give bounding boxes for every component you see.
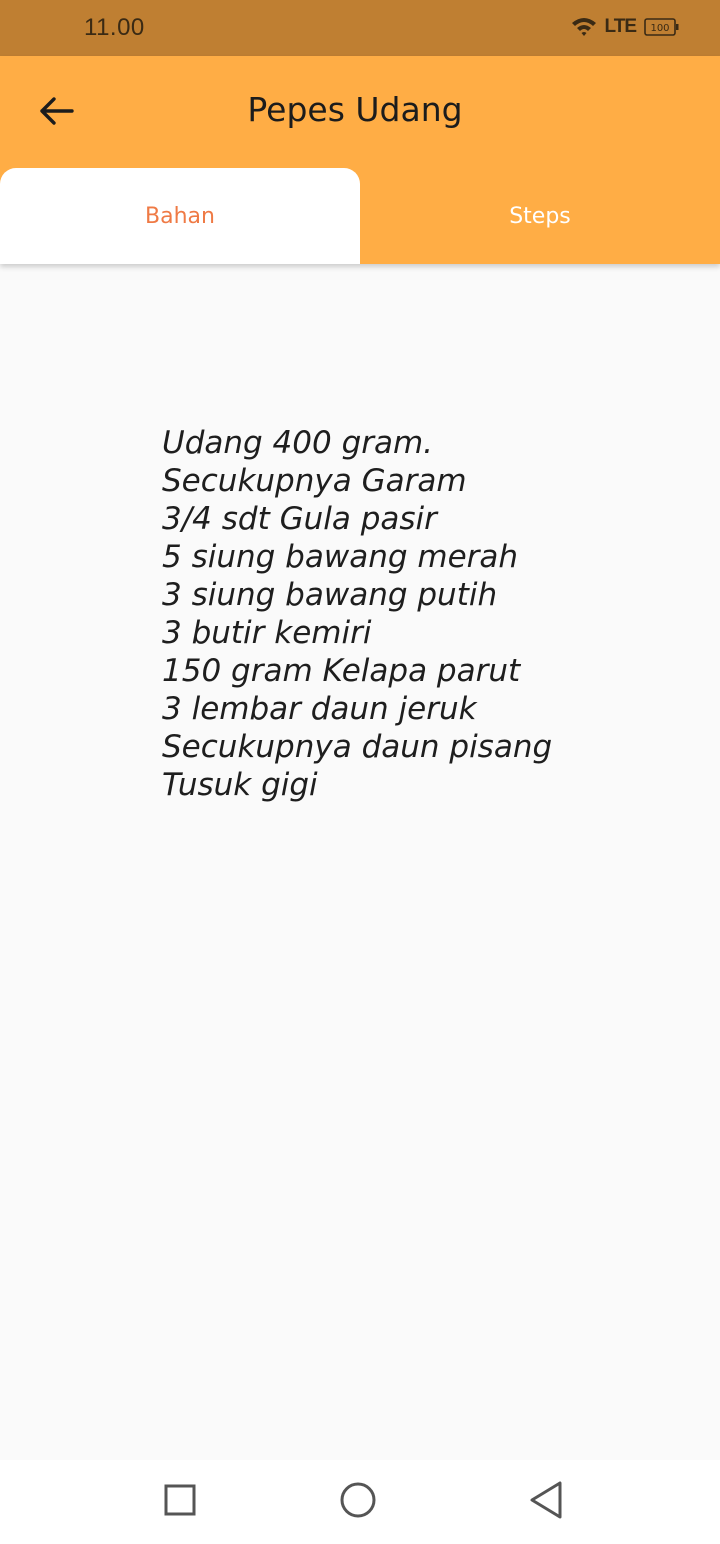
app-bar [0, 56, 720, 264]
tab-bahan-label: Bahan [145, 203, 215, 229]
ingredient-item: Secukupnya Garam [162, 463, 467, 499]
recents-button[interactable] [160, 1482, 200, 1522]
tab-bar [0, 168, 720, 264]
tab-bahan[interactable] [0, 168, 360, 264]
wifi-icon [571, 16, 597, 38]
tab-steps[interactable] [360, 168, 720, 264]
home-button[interactable] [338, 1482, 378, 1522]
system-nav-bar [0, 1460, 720, 1544]
page-title: Pepes Udang [247, 90, 463, 129]
ingredient-item: 3 butir kemiri [162, 615, 372, 651]
ingredient-item: 150 gram Kelapa parut [162, 653, 521, 689]
status-time: 11.00 [84, 14, 145, 41]
battery-icon [644, 18, 680, 36]
network-type-label: LTE [604, 16, 636, 37]
ingredient-item: 5 siung bawang merah [162, 539, 519, 575]
ingredient-item: 3/4 sdt Gula pasir [162, 501, 437, 537]
status-bar [0, 0, 720, 56]
battery-level: 100 [650, 23, 670, 34]
tab-steps-label: Steps [509, 203, 571, 229]
triangle-back-icon [528, 1480, 564, 1524]
circle-icon [339, 1481, 377, 1523]
ingredients-list [162, 424, 682, 804]
ingredient-item: 3 siung bawang putih [162, 577, 498, 613]
ingredient-item: 3 lembar daun jeruk [162, 691, 477, 727]
status-icons [571, 16, 680, 38]
square-icon [164, 1484, 196, 1520]
ingredient-item: Udang 400 gram. [162, 425, 434, 461]
system-back-button[interactable] [526, 1482, 566, 1522]
ingredient-item: Tusuk gigi [162, 767, 318, 803]
ingredient-item: Secukupnya daun pisang [162, 729, 553, 765]
